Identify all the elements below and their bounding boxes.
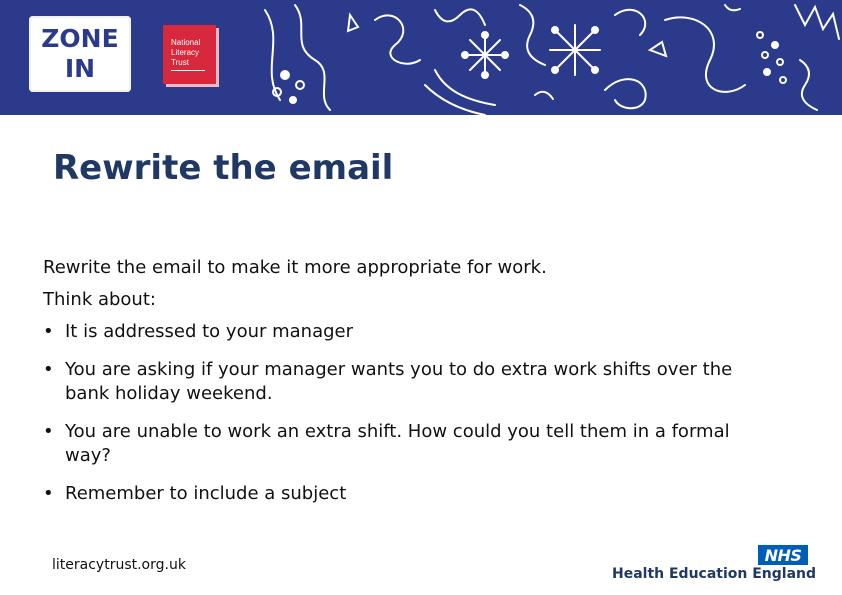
nlt-logo-line3: Trust xyxy=(171,58,189,67)
bullet-text: You are asking if your manager wants you to do extra work shifts over the bank holiday weekend. xyxy=(65,359,733,404)
bullet-text: You are unable to work an extra shift. How could you tell them in a formal way? xyxy=(65,421,730,466)
bullet-text: Remember to include a subject xyxy=(65,483,347,504)
health-education-england-logo-text: Health Education England xyxy=(612,566,817,582)
bullet-icon: • xyxy=(43,483,54,504)
bullet-icon: • xyxy=(43,359,54,380)
nlt-logo-underline xyxy=(171,70,205,71)
national-literacy-trust-logo xyxy=(163,25,216,84)
bullet-item xyxy=(43,358,755,406)
nhs-badge-text: NHS xyxy=(764,545,802,565)
bullet-item xyxy=(43,320,755,344)
footer-url[interactable]: literacytrust.org.uk xyxy=(52,557,186,573)
bullet-list xyxy=(43,320,803,506)
zone-in-logo-line2: IN xyxy=(64,54,96,83)
bullet-icon: • xyxy=(43,321,54,342)
nlt-logo-line2: Literacy xyxy=(171,48,200,57)
think-about-label: Think about: xyxy=(43,289,156,310)
nhs-logo xyxy=(758,545,808,565)
instructions-body xyxy=(43,256,803,520)
page-title: Rewrite the email xyxy=(53,148,394,188)
bullet-item xyxy=(43,420,755,468)
header-banner xyxy=(0,0,842,115)
intro-text: Rewrite the email to make it more appropriate for work. xyxy=(43,257,547,278)
nlt-logo-line1: National xyxy=(171,38,201,47)
bullet-text: It is addressed to your manager xyxy=(65,321,354,342)
zone-in-logo-line1: ZONE xyxy=(41,24,119,53)
bullet-icon: • xyxy=(43,421,54,442)
doodle-pattern-icon xyxy=(255,0,842,115)
bullet-item xyxy=(43,482,755,506)
zone-in-logo xyxy=(29,16,131,92)
